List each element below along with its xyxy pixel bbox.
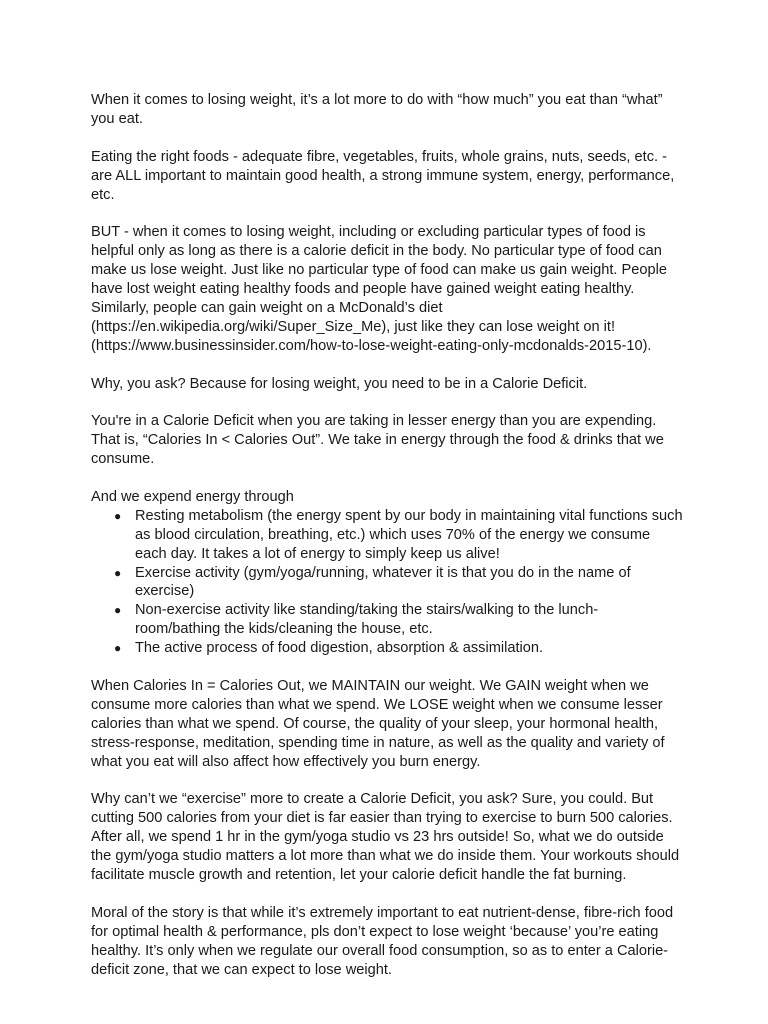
bullet-icon: ● [114, 603, 122, 618]
paragraph-expend-intro: And we expend energy through [91, 488, 294, 505]
paragraph-intro: When it comes to losing weight, it’s a lot more to do with “how much” you eat than “what” you eat. [91, 92, 663, 127]
list-item [114, 601, 683, 639]
paragraph-maintain: When Calories In = Calories Out, we MAINTAIN our weight. We GAIN weight when we consume more calories than what we spend. We LOSE weight when we consume lesser calories than what we spend. Of course, the quality of your sleep, your hormonal health, stress-response, meditation, spending time in nature, as well as the quality and variety of what you eat will also affect how effectively you burn energy. [91, 678, 665, 770]
bullet-list [91, 507, 683, 658]
list-item [114, 639, 683, 658]
list-item-text: Exercise activity (gym/yoga/running, whatever it is that you do in the name of exercise) [135, 564, 631, 600]
paragraph-moral: Moral of the story is that while it’s extremely important to eat nutrient-dense, fibre-rich food for optimal health & performance, pls don’t expect to lose weight ‘because’ you’re eating healthy. It’s only when we regulate our overall food consumption, so as to enter a Calorie-deficit zone, that we can expect to lose weight. [91, 904, 674, 978]
list-item-text: The active process of food digestion, absorption & assimilation. [135, 640, 544, 657]
list-item [114, 564, 683, 602]
paragraph-right-foods: Eating the right foods - adequate fibre, vegetables, fruits, whole grains, nuts, seeds, etc. - are ALL important to maintain good health, a strong immune system, energy, performance, etc. [91, 148, 675, 203]
bullet-icon: ● [114, 641, 122, 656]
list-item [114, 507, 683, 564]
paragraph-exercise: Why can’t we “exercise” more to create a Calorie Deficit, you ask? Sure, you could. But cutting 500 calories from your diet is far easier than trying to exercise to burn 500 calories. After all, we spend 1 hr in the gym/yoga studio vs 23 hrs outside! So, what we do outside the gym/yoga studio matters a lot more than what we do inside them. Your workouts should facilitate muscle growth and retention, let your calorie deficit handle the fat burning. [91, 791, 680, 884]
bullet-icon: ● [114, 565, 122, 580]
paragraph-but: BUT - when it comes to losing weight, including or excluding particular types of food is helpful only as long as there is a calorie deficit in the body. No particular type of food can make us lose weight. Just like no particular type of food can make us gain weight. People have lost weight eating healthy foods and people have gained weight eating healthy. Similarly, people can gain weight on a McDonald’s diet (https://en.wikipedia.org/wiki/Super_Size_Me), just like they can lose weight on it! (https://www.businessinsider.com/how-to-lose-weight-eating-only-mcdonalds-2015-10). [91, 224, 667, 354]
bullet-icon: ● [114, 508, 122, 523]
paragraph-why: Why, you ask? Because for losing weight, you need to be in a Calorie Deficit. [91, 375, 588, 392]
paragraph-calorie-deficit: You're in a Calorie Deficit when you are taking in lesser energy than you are expending. That is, “Calories In < Calories Out”. We take in energy through the food & drinks that we consume. [91, 413, 664, 468]
list-item-text: Resting metabolism (the energy spent by our body in maintaining vital functions such as blood circulation, breathing, etc.) which uses 70% of the energy we consume each day. It takes a lot of energy to simply keep us alive! [135, 507, 683, 562]
document-page [91, 91, 683, 998]
list-item-text: Non-exercise activity like standing/taking the stairs/walking to the lunch-room/bathing the kids/cleaning the house, etc. [135, 602, 599, 638]
